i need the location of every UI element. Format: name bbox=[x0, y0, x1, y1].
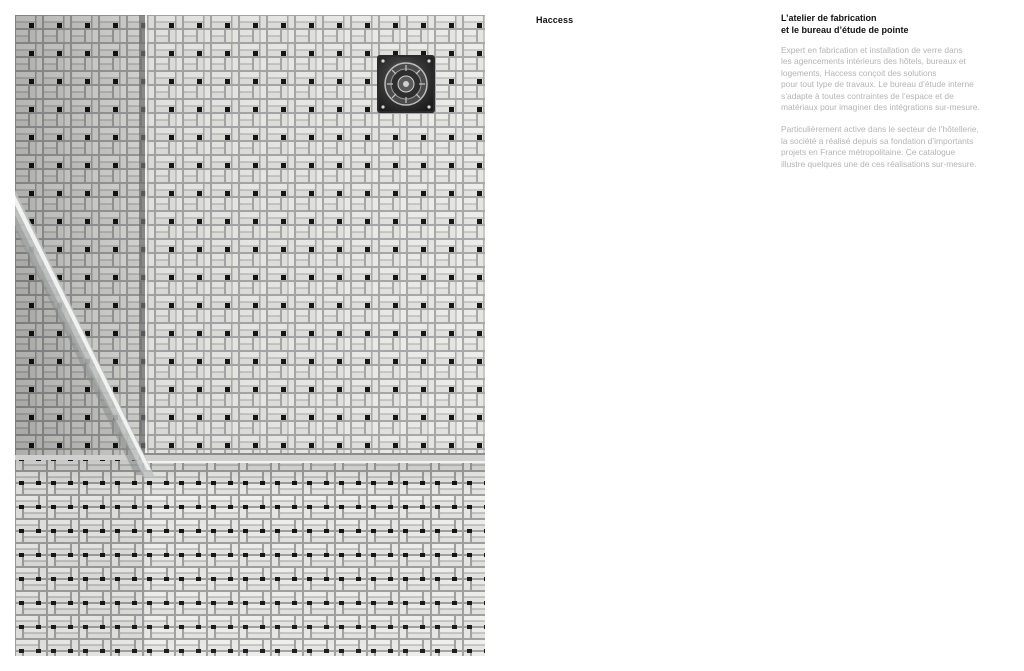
paragraph-line: pour tout type de travaux. Le bureau d’étude interne bbox=[781, 79, 974, 90]
paragraph-line: s’adapte à toutes contraintes de l’espace et de bbox=[781, 90, 954, 101]
intro-paragraph-2 bbox=[781, 124, 1013, 170]
paragraph-line: projets en France métropolitaine. Ce catalogue bbox=[781, 147, 956, 158]
intro-section bbox=[781, 13, 1013, 170]
paragraph-line: Particulièrement active dans le secteur de l’hôtellerie, bbox=[781, 124, 979, 135]
paragraph-line: illustre quelques une de ces réalisations sur-mesure. bbox=[781, 158, 977, 169]
section-title-line: et le bureau d’étude de pointe bbox=[781, 24, 909, 35]
shower-photo bbox=[15, 15, 485, 656]
intro-paragraph-1 bbox=[781, 45, 1013, 113]
paragraph-line: logements, Haccess conçoit des solutions bbox=[781, 67, 937, 78]
floor-drain-icon bbox=[377, 55, 435, 113]
paragraph-line: la société a réalisé depuis sa fondation d’importants bbox=[781, 135, 974, 146]
paragraph-line: les agencements intérieurs des hôtels, bureaux et bbox=[781, 56, 966, 67]
section-title-line: L’atelier de fabrication bbox=[781, 13, 877, 23]
paragraph-line: Expert en fabrication et installation de verre dans bbox=[781, 45, 963, 55]
shower-photo-svg bbox=[15, 15, 485, 656]
section-title bbox=[781, 13, 1013, 36]
paragraph-line: matériaux pour imaginer des intégrations sur-mesure. bbox=[781, 102, 980, 113]
brand-name: Haccess bbox=[536, 15, 574, 25]
glass-edge-vertical bbox=[139, 15, 145, 460]
